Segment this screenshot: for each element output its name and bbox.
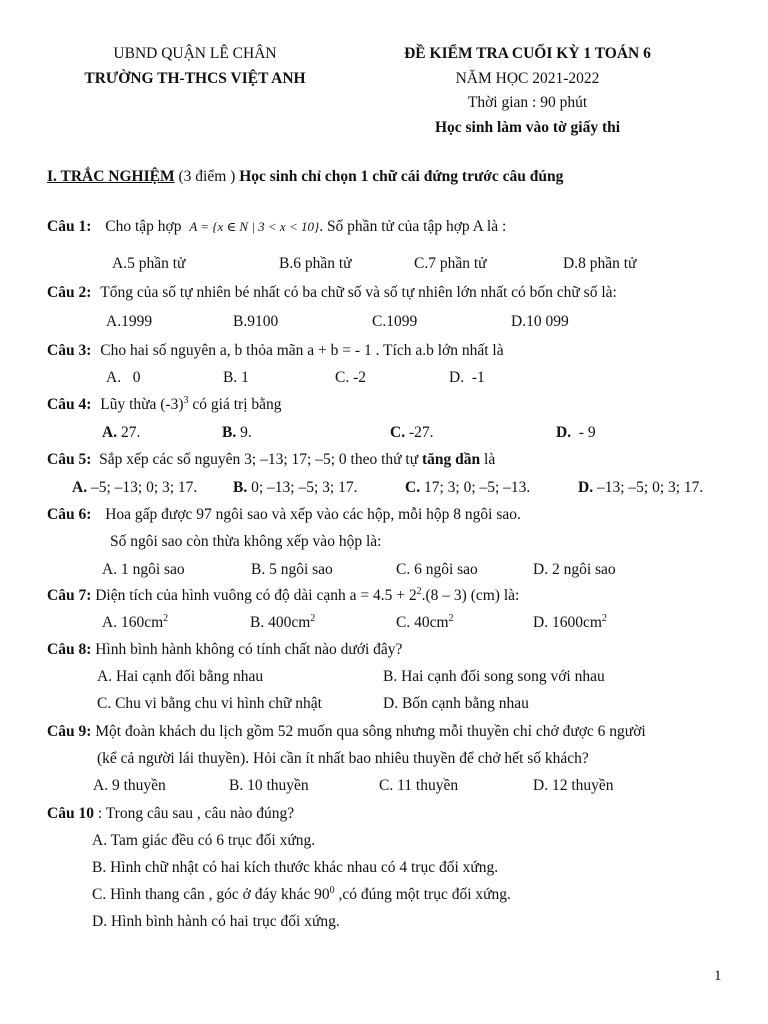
answer-option: C. Hình thang cân , góc ở đáy khác $90^0$ ,có đúng một trục đối xứng. [92,884,511,903]
question-label: Câu 7: [47,587,92,604]
question-6 [47,506,521,524]
answer-option: B. $400cm^2$ [250,612,316,631]
answer-option: C.7 phần tử [414,255,487,272]
answer-option: D.8 phần tử [563,255,637,272]
exponent: 2 [416,585,422,597]
question-text: Một đoàn khách du lịch gồm 52 muốn qua sông nhưng mỗi thuyền chỉ chở được 6 người [91,723,646,740]
page-number: 1 [714,968,722,984]
answer-option: D. Bốn cạnh bằng nhau [383,695,529,712]
answer-option: A. 9 thuyền [93,777,166,794]
answer-option: C. -27. [390,424,434,441]
question-text: Tổng của số tự nhiên bé nhất có ba chữ số và số tự nhiên lớn nhất có bốn chữ số là: [100,284,617,301]
school-name: TRƯỜNG TH-THCS VIỆT ANH [84,70,306,87]
answer-option: C. Chu vi bằng chu vi hình chữ nhật [97,695,322,712]
question-label: Câu 3: [47,342,92,359]
question-3 [47,342,504,360]
answer-option: D. -1 [449,369,485,386]
exponent: 3 [183,394,189,406]
answer-option: C. 11 thuyền [379,777,459,794]
answer-option: C. 6 ngôi sao [396,561,478,578]
question-label: Câu 1: [47,218,92,235]
question-text: Cho hai số nguyên a, b thỏa mãn a + b = - 1 . Tích a.b lớn nhất là [100,342,504,359]
question-label: Câu 2: [47,284,92,301]
answer-option: B. 10 thuyền [229,777,309,794]
set-formula: A = {x ∈ N | 3 < x < 10} [189,219,320,234]
answer-option: A. 27. [102,424,141,441]
answer-option: D. –13; –5; 0; 3; 17. [578,479,704,496]
answer-option: A.5 phần tử [112,255,186,272]
question-text-continued: Số ngôi sao còn thừa không xếp vào hộp là: [110,533,382,550]
section-heading [47,168,563,186]
answer-option: A. Hai cạnh đối bằng nhau [97,668,264,685]
question-8 [47,641,402,659]
answer-option: B. 5 ngôi sao [251,561,333,578]
answer-option: B.6 phần tử [279,255,352,272]
school-year: NĂM HỌC 2021-2022 [455,70,600,87]
exam-duration: Thời gian : 90 phút [467,94,588,111]
question-4 [47,396,282,414]
question-label: Câu 10 [47,805,94,822]
question-label: Câu 8: [47,641,92,658]
answer-option: A. –5; –13; 0; 3; 17. [72,479,198,496]
answer-option: B. Hình chữ nhật có hai kích thước khác nhau có 4 trục đối xứng. [92,859,499,876]
question-label: Câu 9: [47,723,92,740]
question-1 [47,218,506,236]
answer-option: D. 2 ngôi sao [533,561,616,578]
answer-option: D.10 099 [511,313,569,330]
question-text: Lũy thừa (-3) [100,396,184,413]
question-text: Diện tích của hình vuông có độ dài cạnh a = 4.5 + 2 [91,587,417,604]
answer-option: B. Hai cạnh đối song song với nhau [383,668,605,685]
answer-option: C. -2 [335,369,366,386]
answer-option: D. $1600cm^2$ [533,612,607,631]
answer-option: B. 9. [222,424,252,441]
section-instruction: Học sinh chỉ chọn 1 chữ cái đứng trước câu đúng [239,168,564,185]
exam-note: Học sinh làm vào tờ giấy thi [434,119,621,136]
question-text: Hoa gấp được 97 ngôi sao và xếp vào các hộp, mỗi hộp 8 ngôi sao. [105,506,521,523]
answer-option: A. 0 [106,369,141,386]
answer-option: B.9100 [233,313,279,330]
question-2 [47,284,617,302]
answer-option: B. 1 [223,369,249,386]
question-text: có giá trị bằng [188,396,282,413]
answer-option: C.1099 [372,313,418,330]
question-7 [47,587,519,605]
question-9 [47,723,646,741]
question-label: Câu 5: [47,451,92,468]
school-district: UBND QUẬN LÊ CHÂN [113,45,277,62]
question-text: Hình bình hành không có tính chất nào dưới đây? [91,641,403,658]
question-label: Câu 4: [47,396,92,413]
question-text: là [480,451,496,468]
answer-option: D. - 9 [556,424,596,441]
question-text: Cho tập hợp [105,218,182,235]
answer-option: A. $160cm^2$ [102,612,169,631]
question-text: . Số phần tử của tập hợp A là : [319,218,507,235]
answer-option: D. Hình bình hành có hai trục đối xứng. [92,913,340,930]
question-label: Câu 6: [47,506,92,523]
question-10 [47,805,294,823]
question-text: Sắp xếp các số nguyên 3; –13; 17; –5; 0 theo thứ tự [99,451,422,468]
question-emphasis: tăng dần [422,451,481,468]
answer-option: D. 12 thuyền [533,777,614,794]
answer-option: A. 1 ngôi sao [102,561,185,578]
question-text: .(8 – 3) (cm) là: [421,587,520,604]
answer-option: A.1999 [106,313,153,330]
section-points: (3 điểm ) [178,168,236,185]
question-5 [47,451,495,469]
question-text-continued: (kể cả người lái thuyền). Hỏi cần ít nhất bao nhiêu thuyền để chở hết số khách? [97,750,589,767]
question-text: : Trong câu sau , câu nào đúng? [93,805,295,822]
exam-title: ĐỀ KIỂM TRA CUỐI KỲ 1 TOÁN 6 [404,45,651,62]
answer-option: A. Tam giác đều có 6 trục đối xứng. [92,832,316,849]
answer-option: B. 0; –13; –5; 3; 17. [233,479,358,496]
answer-option: C. 17; 3; 0; –5; –13. [405,479,531,496]
section-title: I. TRẮC NGHIỆM [47,168,175,185]
answer-option: C. $40cm^2$ [396,612,454,631]
